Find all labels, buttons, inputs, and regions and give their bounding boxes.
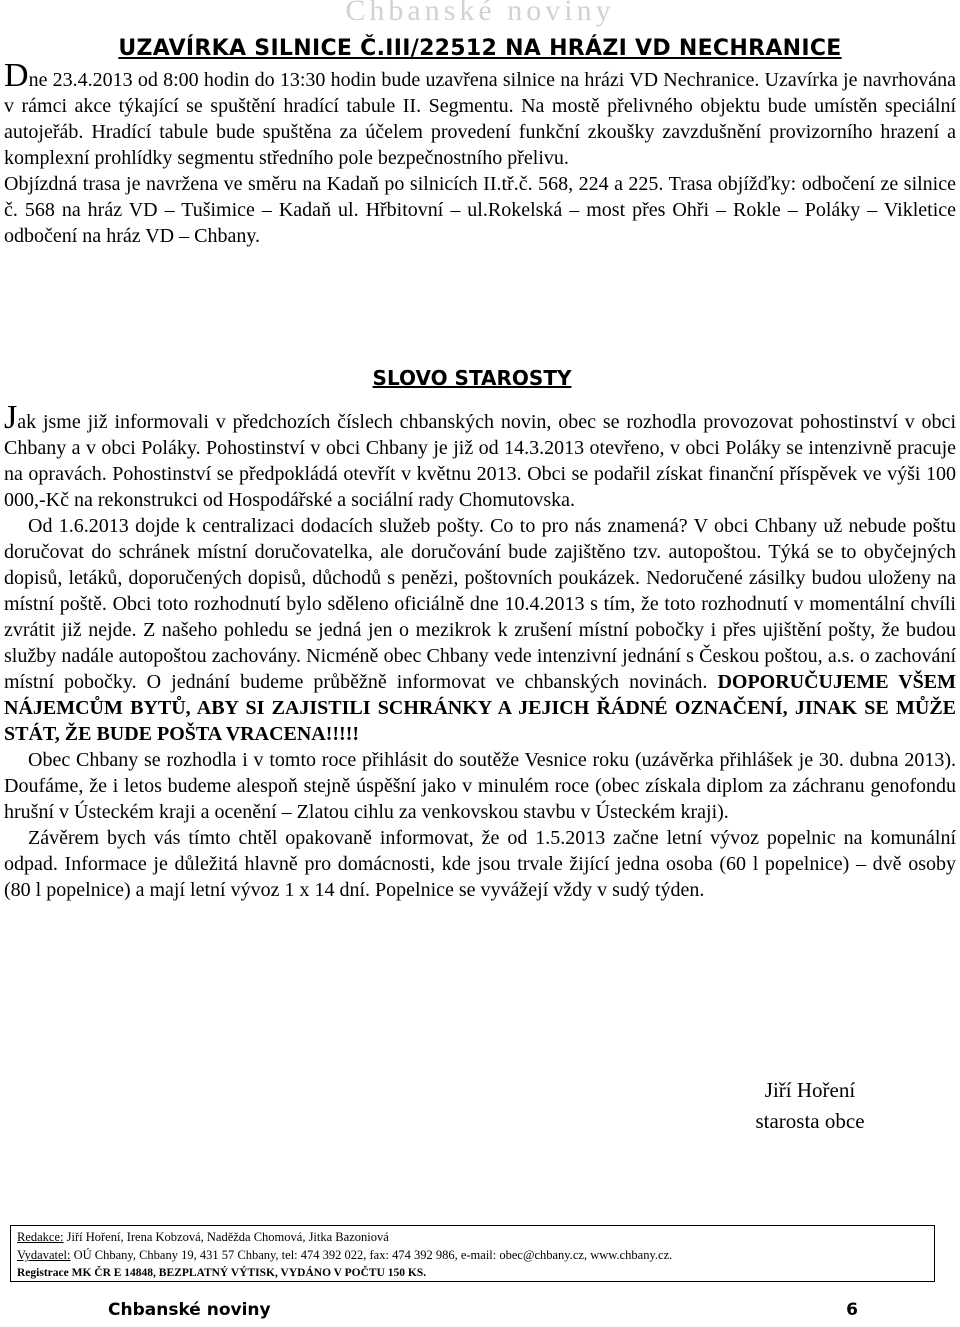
article-mayor-paragraph-3: Obec Chbany se rozhodla i v tomto roce přihlásit do soutěže Vesnice roku (uzávěrka přihlášek je 30. dubna 2013). Doufáme, že i letos budeme alespoň stejně úspěšní jako v minulém roce (obec získala diplom za záchranu genofondu hrušní v Ústeckém kraji a ocenění – Zlatou cihlu za venkovskou stavbu v Ústeckém kraji).	[4, 749, 956, 823]
imprint-registration: Registrace MK ČR E 14848, BEZPLATNÝ VÝTISK, VYDÁNO V POČTU 150 KS.	[17, 1267, 427, 1279]
dropcap: J	[4, 399, 18, 436]
signature-role: starosta obce	[755, 1109, 865, 1133]
article-title-road-closure: UZAVÍRKA SILNICE Č.III/22512 NA HRÁZI VD NECHRANICE	[118, 36, 842, 61]
page-footer	[108, 1300, 858, 1320]
article-mayor-paragraph-1: Jak jsme již informovali v předchozích číslech chbanských novin, obec se rozhodla provozovat pohostinství v obci Chbany a v obci Poláky. Pohostinství v obci Chbany je již od 14.3.2013 otevřeno, v obci Poláky se intenzivně pracuje na opravách. Pohostinství se předpokládá otevřít v květnu 2013. Obci se podařil získat finanční příspěvek ve výši 100 000,-Kč na rekonstrukci od Hospodářské a sociální rady Chomutovska.	[4, 399, 956, 511]
imprint-publisher-label: Vydavatel:	[17, 1248, 71, 1262]
signature-name: Jiří Hoření	[764, 1078, 856, 1102]
page-footer-name: Chbanské noviny	[108, 1300, 271, 1320]
article-road-closure-body	[4, 57, 956, 249]
signature-block	[710, 1075, 910, 1137]
article-road-closure-paragraph-1: Dne 23.4.2013 od 8:00 hodin do 13:30 hodin bude uzavřena silnice na hrázi VD Nechranice. Uzavírka je navrhována v rámci akce týkající se spuštění hradící tabule II. Segmentu. Na mostě přelivného objektu bude umístěn speciální autojeřáb. Hradící tabule bude spuštěna za účelem provedení funkční zkoušky zavzdušnění provizorního hrazení a komplexní prohlídky segmentu středního pole bezpečnostního přelivu.	[4, 57, 956, 169]
dropcap: D	[4, 57, 29, 94]
imprint-box	[10, 1225, 935, 1282]
imprint-publisher	[17, 1246, 928, 1264]
imprint-editors-label: Redakce:	[17, 1230, 64, 1244]
article-road-closure-paragraph-2: Objízdná trasa je navržena ve směru na Kadaň po silnicích II.tř.č. 568, 224 a 225. Trasa objížďky: odbočení ze silnice č. 568 na hráz VD – Tušimice – Kadaň ul. Hřbitovní – ul.Rokelská – most přes Ohři – Rokle – Poláky – Vikletice odbočení na hráz VD – Chbany.	[4, 173, 956, 247]
article-mayor-paragraph-4: Závěrem bych vás tímto chtěl opakovaně informovat, že od 1.5.2013 začne letní vývoz popelnic na komunální odpad. Informace je důležitá hlavně pro domácnosti, kde jsou trvale žijící jedna osoba (60 l popelnice) – dvě osoby (80 l popelnice) a mají letní vývoz 1 x 14 dní. Popelnice se vyvážejí vždy v sudý týden.	[4, 827, 956, 901]
article-title-mayor: SLOVO STAROSTY	[372, 366, 572, 390]
article-mayor-paragraph-2: Od 1.6.2013 dojde k centralizaci dodacích služeb pošty. Co to pro nás znamená? V obci Chbany už nebude poštu doručovat do schránek místní doručovatelka, ale doručování bude zajištěno tzv. autopoštou. Týká se to obyčejných dopisů, letáků, doporučených dopisů, důchodů s penězi, poštovních poukázek. Nedoručené zásilky budou uloženy na místní poště. Obci toto rozhodnutí bylo sděleno oficiálně dne 10.4.2013 s tím, že toto rozhodnutí v momentální chvíli zvrátit již nejde. Z našeho pohledu se jedná jen o mezikrok k zrušení místní pobočky i přes ujištění pošty, že budou služby nadále autopoštou zachovány. Nicméně obec Chbany vede intenzivní jednání s Českou poštou, a.s. o zachování místní pobočky. O jednání budeme průběžně informovat ve chbanských novinách. DOPORUČUJEME VŠEM NÁJEMCŮM BYTŮ, ABY SI ZAJISTILI SCHRÁNKY A JEJICH ŘÁDNÉ OZNAČENÍ, JINAK SE MŮŽE STÁT, ŽE BUDE POŠTA VRACENA!!!!!	[4, 515, 957, 745]
masthead-title: Chbanské noviny	[345, 0, 615, 27]
imprint-editors	[17, 1228, 928, 1246]
imprint-editors-value: Jiří Hoření, Irena Kobzová, Naděžda Chomová, Jitka Bazoniová	[66, 1230, 389, 1244]
article-mayor-body	[4, 399, 957, 903]
notice-bold: DOPORUČUJEME VŠEM NÁJEMCŮM BYTŮ, ABY SI ZAJISTILI SCHRÁNKY A JEJICH ŘÁDNÉ OZNAČENÍ, JINAK SE MŮŽE STÁT, ŽE BUDE POŠTA VRACENA!!!!!	[4, 671, 957, 745]
page-number: 6	[846, 1300, 858, 1320]
imprint-publisher-value: OÚ Chbany, Chbany 19, 431 57 Chbany, tel: 474 392 022, fax: 474 392 986, e-mail: obec@chbany.cz, www.chbany.cz.	[73, 1248, 673, 1262]
